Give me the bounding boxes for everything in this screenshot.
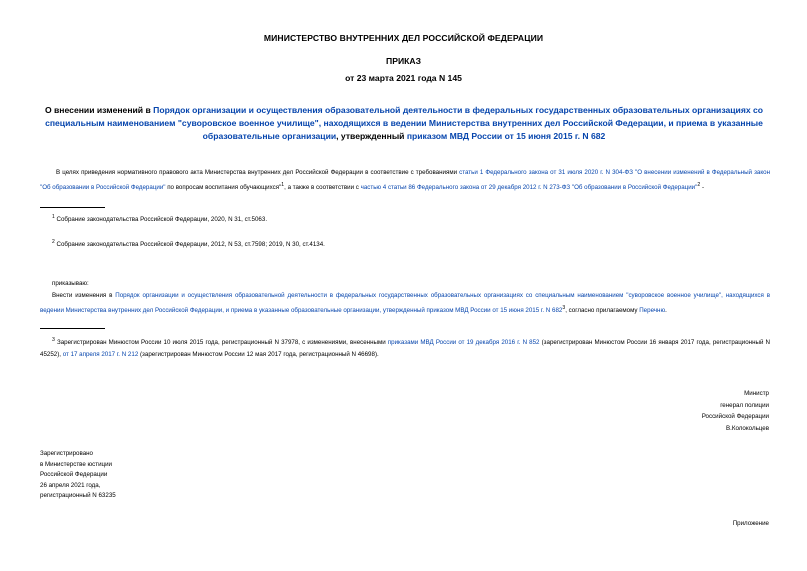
- mvd-orders-852-link[interactable]: приказами МВД России от 19 декабря 2016 г. N 852: [387, 339, 540, 347]
- prikazyvayu-line: приказываю:: [52, 280, 89, 287]
- mvd-order-212-link[interactable]: от 17 апреля 2017 г. N 212: [62, 351, 139, 359]
- signature-country: Российской Федерации: [701, 413, 769, 420]
- footnote-2: [52, 236, 762, 251]
- footnote-3: [40, 334, 770, 361]
- footnote-divider-2: [40, 328, 105, 329]
- footnote-3-text-2: (зарегистрирован Минюстом России 16 января 2017 года, регистрационный N 45252),: [40, 339, 770, 359]
- ministry-heading: МИНИСТЕРСТВО ВНУТРЕННИХ ДЕЛ РОССИЙСКОЙ ФЕДЕРАЦИИ: [263, 33, 544, 43]
- registration-line-2: в Министерстве юстиции: [40, 460, 113, 468]
- preamble-text-3: , а также в соответствии с: [284, 184, 361, 192]
- footnote-ref-3: 3: [562, 305, 566, 311]
- order-paragraph: [40, 290, 770, 317]
- federal-law-273-link[interactable]: частью 4 статьи 86 Федерального закона от 29 декабря 2012 г. N 273-ФЗ "Об образовании в Российской Федерации": [360, 184, 698, 192]
- document-title: [40, 104, 768, 143]
- federal-law-304-link[interactable]: статьи 1 Федерального закона от 31 июля 2020 г. N 304-ФЗ "О внесении изменений в Федеральный закон "Об образовании в Российской Федерации": [40, 169, 770, 192]
- registration-number: регистрационный N 63235: [40, 492, 116, 499]
- registration-date: 26 апреля 2021 года,: [40, 481, 101, 489]
- footnote-3-text-1: Зарегистрирован Минюстом России 10 июля 2015 года, регистрационный N 37978, с изменениями, внесенными: [57, 339, 388, 347]
- registration-block: [40, 449, 116, 502]
- signature-title: Министр: [744, 390, 769, 397]
- preamble-text-1: В целях приведения нормативного правового акта Министерства внутренних дел Российской Федерации в соответствие с требованиями: [56, 169, 460, 176]
- title-order-link[interactable]: приказом МВД России от 15 июня 2015 г. N 682: [406, 131, 606, 141]
- order-text-1: Внести изменения в: [52, 292, 116, 299]
- document-date-number: от 23 марта 2021 года N 145: [345, 73, 462, 83]
- procedure-link[interactable]: Порядок организации и осуществления образовательной деятельности в федеральных государственных образовательных организациях со специальным наименованием "суворовское военное училище", находящихся в ведении Министерства внутренних дел Российской Федерации, и приема в указанные образовательные организации, утвержденный приказом МВД России от 15 июня 2015 г. N 682: [40, 292, 771, 315]
- preamble-text-2: по вопросам воспитания обучающихся": [165, 184, 282, 192]
- title-order-procedure-link[interactable]: Порядок организации и осуществления образовательной деятельности в федеральных государственных образовательных организациях со специальным наименованием "суворовское военное училище", находящихся в ведении Министерства внутренних дел Российской Федерации, и приема в указанные образовательные организации: [45, 105, 764, 141]
- footnote-ref-2: 2: [697, 182, 701, 188]
- footnote-divider: [40, 207, 105, 208]
- signature-block: [569, 388, 769, 434]
- footnote-1: [52, 211, 762, 226]
- footnote-1-mark: 1: [52, 214, 55, 220]
- order-text-3: .: [665, 307, 667, 315]
- footnote-ref-1: 1: [281, 182, 285, 188]
- signature-name: В.Колокольцев: [726, 424, 769, 432]
- registration-line-3: Российской Федерации: [40, 471, 108, 478]
- title-middle: , утвержденный: [336, 131, 407, 141]
- preamble-paragraph: [40, 167, 770, 194]
- footnote-2-text: Собрание законодательства Российской Федерации, 2012, N 53, ст.7598; 2019, N 30, ст.4134.: [56, 241, 325, 249]
- preamble-text-4: -: [700, 184, 704, 192]
- signature-rank: генерал полиции: [720, 401, 769, 409]
- footnote-3-mark: 3: [52, 337, 55, 343]
- list-link[interactable]: Перечню: [639, 307, 666, 315]
- appendix-label: Приложение: [732, 520, 769, 527]
- document-type: ПРИКАЗ: [386, 56, 421, 66]
- footnote-1-text: Собрание законодательства Российской Федерации, 2020, N 31, ст.5063.: [56, 216, 268, 224]
- order-text-2: , согласно прилагаемому: [565, 307, 640, 315]
- footnote-2-mark: 2: [52, 239, 55, 245]
- footnote-3-text-3: (зарегистрирован Минюстом России 12 мая 2017 года, регистрационный N 46698).: [138, 351, 379, 359]
- title-prefix: О внесении изменений в: [44, 105, 154, 115]
- registration-line-1: Зарегистрировано: [40, 450, 93, 457]
